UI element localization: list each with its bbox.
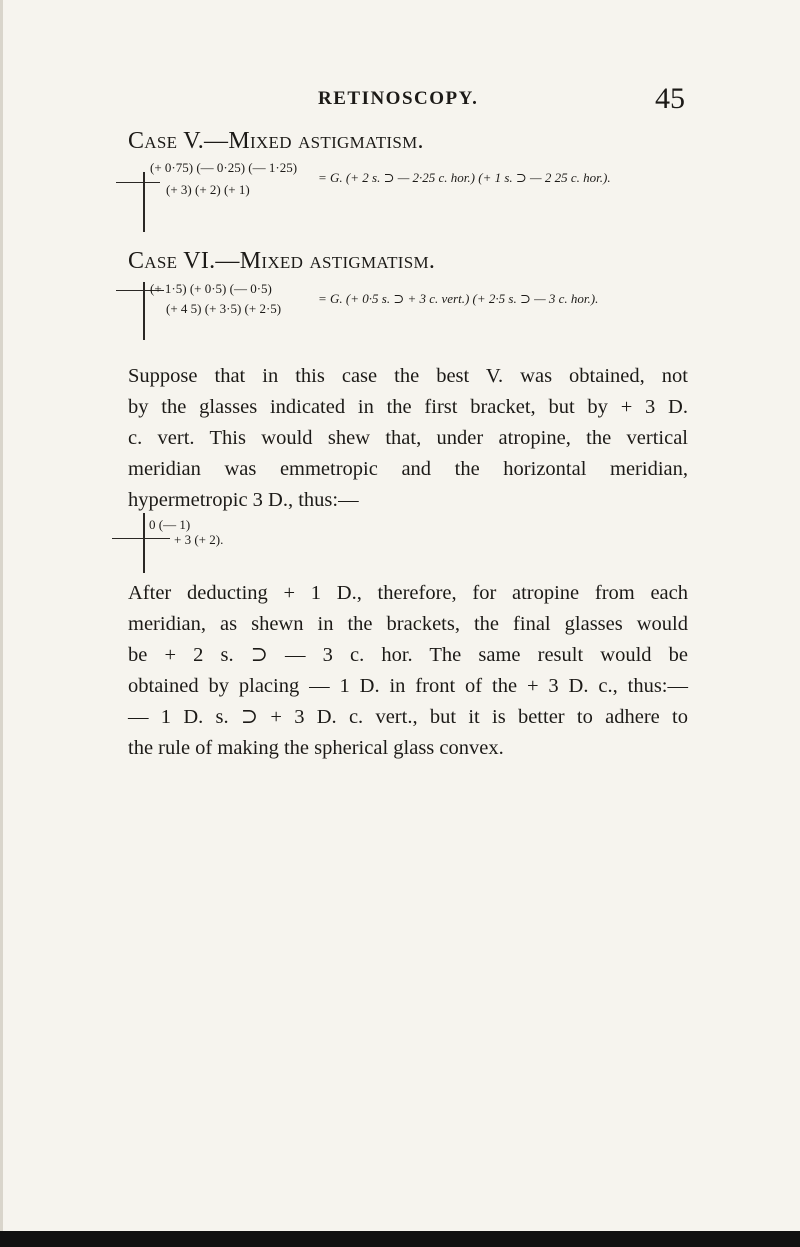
case-6-title: Case VI.—Mixed astigmatism. (128, 248, 436, 274)
page-number: 45 (655, 82, 685, 115)
case-5-bottom-row: (+ 3) (+ 2) (+ 1) (166, 182, 250, 197)
case-6-result: = G. (+ 0·5 s. ⊃ + 3 c. vert.) (+ 2·5 s. ⊃ — 3 c. hor.). (318, 291, 599, 306)
paragraph-1-line: Suppose that in this case the best V. was obtained, not (128, 365, 688, 387)
paragraph-2-line: After deducting + 1 D., therefore, for atropine from each (128, 582, 688, 604)
page-header (0, 82, 800, 122)
case-5-horizontal-line (116, 182, 160, 183)
paragraph-1-line: hypermetropic 3 D., thus:— (128, 489, 359, 511)
paragraph-1-line: meridian was emmetropic and the horizontal meridian, (128, 458, 688, 480)
paragraph-2 (128, 578, 688, 764)
paragraph-1-line: c. vert. This would shew that, under atropine, the vertical (128, 427, 688, 449)
case-6-top-row: (+ 1·5) (+ 0·5) (— 0·5) (150, 281, 272, 296)
paragraph-1 (128, 361, 688, 516)
case-5-title: Case V.—Mixed astigmatism. (128, 128, 424, 154)
paragraph-2-line: the rule of making the spherical glass convex. (128, 737, 504, 759)
small-diagram-bottom-row: + 3 (+ 2). (174, 532, 224, 547)
scan-bottom-band (0, 1231, 800, 1247)
paragraph-2-line: — 1 D. s. ⊃ + 3 D. c. vert., but it is better to adhere to (128, 706, 688, 728)
case-5-result: = G. (+ 2 s. ⊃ — 2·25 c. hor.) (+ 1 s. ⊃ — 2 25 c. hor.). (318, 170, 611, 185)
case-5-top-row: (+ 0·75) (— 0·25) (— 1·25) (150, 160, 298, 175)
paragraph-1-line: by the glasses indicated in the first bracket, but by + 3 D. (128, 396, 688, 418)
case-5-vertical-line (143, 172, 145, 232)
small-diagram-top-row: 0 (— 1) (149, 517, 191, 532)
running-head: RETINOSCOPY. (318, 88, 479, 109)
paragraph-2-line: meridian, as shewn in the brackets, the final glasses would (128, 613, 688, 635)
case-6-bottom-row: (+ 4 5) (+ 3·5) (+ 2·5) (166, 301, 282, 316)
paragraph-2-line: obtained by placing — 1 D. in front of the + 3 D. c., thus:— (128, 675, 688, 697)
small-diagram-horizontal-line (112, 538, 170, 539)
small-diagram-vertical-line (143, 513, 145, 573)
paragraph-2-line: be + 2 s. ⊃ — 3 c. hor. The same result would be (128, 644, 688, 666)
page-edge (0, 0, 3, 1247)
